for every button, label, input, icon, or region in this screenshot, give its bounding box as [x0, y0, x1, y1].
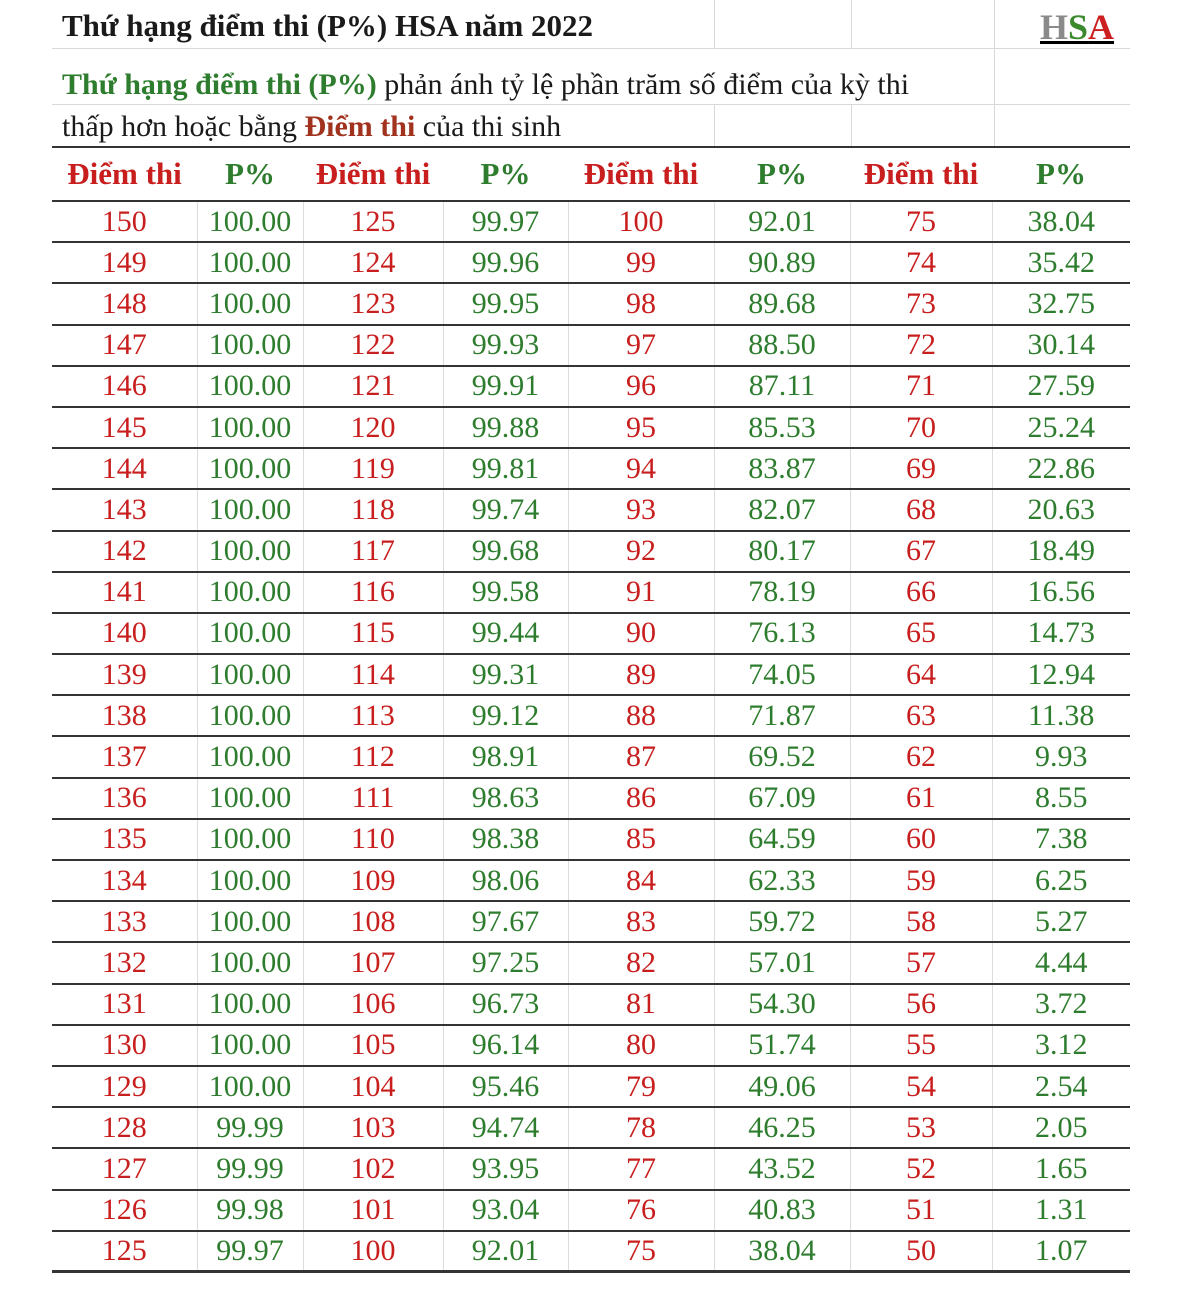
percentile-cell: 25.24: [992, 407, 1130, 448]
score-cell: 88: [568, 695, 714, 736]
score-cell: 122: [303, 325, 443, 366]
score-cell: 52: [850, 1148, 992, 1189]
percentile-cell: 92.01: [714, 201, 850, 242]
score-cell: 111: [303, 778, 443, 819]
column-header: Điểm thi: [568, 147, 714, 201]
percentile-cell: 69.52: [714, 736, 850, 777]
score-cell: 100: [303, 1231, 443, 1272]
percentile-cell: 32.75: [992, 283, 1130, 324]
score-cell: 98: [568, 283, 714, 324]
hsa-logo: [1040, 6, 1114, 48]
percentile-cell: 1.65: [992, 1148, 1130, 1189]
score-cell: 55: [850, 1025, 992, 1066]
table-row: [52, 407, 1130, 448]
percentile-cell: 100.00: [197, 325, 303, 366]
table-row: [52, 489, 1130, 530]
score-cell: 93: [568, 489, 714, 530]
score-cell: 101: [303, 1190, 443, 1231]
column-header: Điểm thi: [303, 147, 443, 201]
description-text: phản ánh tỷ lệ phần trăm số điểm của kỳ thi: [376, 68, 910, 101]
percentile-cell: 99.58: [443, 572, 568, 613]
score-cell: 70: [850, 407, 992, 448]
percentile-cell: 100.00: [197, 489, 303, 530]
score-cell: 62: [850, 736, 992, 777]
score-cell: 118: [303, 489, 443, 530]
percentile-cell: 100.00: [197, 407, 303, 448]
score-cell: 146: [52, 366, 197, 407]
percentile-table: [52, 146, 1130, 1273]
logo-letter: H: [1040, 7, 1069, 47]
score-cell: 97: [568, 325, 714, 366]
table-row: [52, 736, 1130, 777]
percentile-cell: 99.88: [443, 407, 568, 448]
description-term: Điểm thi: [304, 110, 416, 143]
score-cell: 95: [568, 407, 714, 448]
score-cell: 125: [52, 1231, 197, 1272]
percentile-cell: 14.73: [992, 613, 1130, 654]
score-cell: 69: [850, 448, 992, 489]
percentile-cell: 100.00: [197, 283, 303, 324]
score-cell: 109: [303, 860, 443, 901]
percentile-cell: 100.00: [197, 201, 303, 242]
table-row: [52, 860, 1130, 901]
percentile-cell: 99.99: [197, 1107, 303, 1148]
table-row: [52, 366, 1130, 407]
percentile-cell: 6.25: [992, 860, 1130, 901]
percentile-cell: 98.06: [443, 860, 568, 901]
percentile-cell: 100.00: [197, 778, 303, 819]
score-cell: 107: [303, 942, 443, 983]
percentile-cell: 100.00: [197, 572, 303, 613]
page-title: Thứ hạng điểm thi (P%) HSA năm 2022: [62, 8, 594, 43]
description-line-1: [62, 68, 1002, 102]
percentile-cell: 82.07: [714, 489, 850, 530]
score-cell: 104: [303, 1066, 443, 1107]
score-cell: 119: [303, 448, 443, 489]
percentile-cell: 100.00: [197, 531, 303, 572]
table-row: [52, 901, 1130, 942]
percentile-cell: 100.00: [197, 242, 303, 283]
score-cell: 127: [52, 1148, 197, 1189]
percentile-cell: 100.00: [197, 984, 303, 1025]
score-cell: 126: [52, 1190, 197, 1231]
score-cell: 85: [568, 819, 714, 860]
score-cell: 80: [568, 1025, 714, 1066]
score-cell: 141: [52, 572, 197, 613]
score-cell: 73: [850, 283, 992, 324]
score-cell: 150: [52, 201, 197, 242]
percentile-cell: 7.38: [992, 819, 1130, 860]
score-cell: 89: [568, 654, 714, 695]
percentile-cell: 46.25: [714, 1107, 850, 1148]
percentile-cell: 99.97: [443, 201, 568, 242]
score-cell: 147: [52, 325, 197, 366]
percentile-cell: 99.74: [443, 489, 568, 530]
score-cell: 65: [850, 613, 992, 654]
percentile-cell: 97.67: [443, 901, 568, 942]
percentile-cell: 100.00: [197, 860, 303, 901]
table-row: [52, 448, 1130, 489]
score-cell: 53: [850, 1107, 992, 1148]
score-cell: 51: [850, 1190, 992, 1231]
column-header: Điểm thi: [52, 147, 197, 201]
table-row: [52, 1025, 1130, 1066]
score-cell: 123: [303, 283, 443, 324]
score-cell: 83: [568, 901, 714, 942]
score-cell: 125: [303, 201, 443, 242]
percentile-cell: 99.95: [443, 283, 568, 324]
percentile-cell: 99.44: [443, 613, 568, 654]
percentile-cell: 54.30: [714, 984, 850, 1025]
score-cell: 129: [52, 1066, 197, 1107]
percentile-cell: 83.87: [714, 448, 850, 489]
score-cell: 102: [303, 1148, 443, 1189]
score-cell: 144: [52, 448, 197, 489]
percentile-cell: 93.04: [443, 1190, 568, 1231]
percentile-cell: 100.00: [197, 695, 303, 736]
score-cell: 121: [303, 366, 443, 407]
score-cell: 61: [850, 778, 992, 819]
score-cell: 68: [850, 489, 992, 530]
percentile-cell: 97.25: [443, 942, 568, 983]
score-cell: 57: [850, 942, 992, 983]
score-cell: 132: [52, 942, 197, 983]
description-term: Thứ hạng điểm thi (P%): [62, 68, 377, 101]
percentile-cell: 98.63: [443, 778, 568, 819]
score-cell: 139: [52, 654, 197, 695]
table-row: [52, 242, 1130, 283]
percentile-cell: 99.99: [197, 1148, 303, 1189]
percentile-cell: 100.00: [197, 736, 303, 777]
score-cell: 149: [52, 242, 197, 283]
percentile-cell: 100.00: [197, 1025, 303, 1066]
table-row: [52, 613, 1130, 654]
score-cell: 91: [568, 572, 714, 613]
percentile-cell: 99.81: [443, 448, 568, 489]
table-row: [52, 1231, 1130, 1272]
score-cell: 78: [568, 1107, 714, 1148]
percentile-cell: 100.00: [197, 448, 303, 489]
score-cell: 114: [303, 654, 443, 695]
percentile-cell: 8.55: [992, 778, 1130, 819]
percentile-cell: 88.50: [714, 325, 850, 366]
score-cell: 116: [303, 572, 443, 613]
percentile-cell: 27.59: [992, 366, 1130, 407]
percentile-cell: 1.31: [992, 1190, 1130, 1231]
percentile-cell: 87.11: [714, 366, 850, 407]
percentile-cell: 99.68: [443, 531, 568, 572]
score-cell: 131: [52, 984, 197, 1025]
score-cell: 59: [850, 860, 992, 901]
score-cell: 64: [850, 654, 992, 695]
table-body: [52, 201, 1130, 1272]
percentile-cell: 20.63: [992, 489, 1130, 530]
score-cell: 94: [568, 448, 714, 489]
score-cell: 54: [850, 1066, 992, 1107]
score-cell: 63: [850, 695, 992, 736]
score-cell: 76: [568, 1190, 714, 1231]
score-cell: 81: [568, 984, 714, 1025]
score-cell: 75: [568, 1231, 714, 1272]
percentile-cell: 100.00: [197, 366, 303, 407]
percentile-cell: 78.19: [714, 572, 850, 613]
percentile-cell: 99.93: [443, 325, 568, 366]
table-row: [52, 325, 1130, 366]
score-cell: 56: [850, 984, 992, 1025]
percentile-cell: 59.72: [714, 901, 850, 942]
description-text: thấp hơn hoặc bằng: [62, 110, 305, 143]
percentile-cell: 99.98: [197, 1190, 303, 1231]
score-cell: 60: [850, 819, 992, 860]
score-cell: 117: [303, 531, 443, 572]
score-cell: 110: [303, 819, 443, 860]
grid-line: [714, 0, 715, 48]
table-header-row: [52, 147, 1130, 201]
score-cell: 86: [568, 778, 714, 819]
score-cell: 71: [850, 366, 992, 407]
score-cell: 82: [568, 942, 714, 983]
percentile-cell: 100.00: [197, 1066, 303, 1107]
percentile-cell: 100.00: [197, 613, 303, 654]
score-cell: 148: [52, 283, 197, 324]
table-row: [52, 984, 1130, 1025]
grid-line: [851, 0, 852, 48]
score-cell: 115: [303, 613, 443, 654]
table-row: [52, 942, 1130, 983]
percentile-cell: 99.31: [443, 654, 568, 695]
score-cell: 128: [52, 1107, 197, 1148]
percentile-cell: 64.59: [714, 819, 850, 860]
percentile-cell: 98.38: [443, 819, 568, 860]
score-cell: 105: [303, 1025, 443, 1066]
percentile-cell: 67.09: [714, 778, 850, 819]
percentile-cell: 89.68: [714, 283, 850, 324]
percentile-cell: 30.14: [992, 325, 1130, 366]
percentile-cell: 3.12: [992, 1025, 1130, 1066]
percentile-cell: 2.05: [992, 1107, 1130, 1148]
percentile-cell: 93.95: [443, 1148, 568, 1189]
percentile-cell: 9.93: [992, 736, 1130, 777]
percentile-cell: 96.73: [443, 984, 568, 1025]
column-header: P%: [992, 147, 1130, 201]
score-cell: 112: [303, 736, 443, 777]
percentile-cell: 96.14: [443, 1025, 568, 1066]
percentile-table-container: [52, 146, 1130, 1273]
percentile-cell: 95.46: [443, 1066, 568, 1107]
score-cell: 77: [568, 1148, 714, 1189]
score-cell: 99: [568, 242, 714, 283]
percentile-cell: 35.42: [992, 242, 1130, 283]
percentile-cell: 43.52: [714, 1148, 850, 1189]
column-header: Điểm thi: [850, 147, 992, 201]
percentile-cell: 2.54: [992, 1066, 1130, 1107]
score-cell: 143: [52, 489, 197, 530]
score-cell: 113: [303, 695, 443, 736]
percentile-cell: 100.00: [197, 819, 303, 860]
logo-letter: A: [1088, 7, 1115, 47]
column-header: P%: [197, 147, 303, 201]
table-row: [52, 1066, 1130, 1107]
table-row: [52, 283, 1130, 324]
table-row: [52, 1107, 1130, 1148]
percentile-cell: 11.38: [992, 695, 1130, 736]
table-row: [52, 654, 1130, 695]
score-cell: 108: [303, 901, 443, 942]
percentile-cell: 62.33: [714, 860, 850, 901]
logo-letter: S: [1068, 7, 1089, 47]
score-cell: 106: [303, 984, 443, 1025]
score-cell: 66: [850, 572, 992, 613]
percentile-cell: 99.96: [443, 242, 568, 283]
score-cell: 135: [52, 819, 197, 860]
percentile-cell: 18.49: [992, 531, 1130, 572]
score-cell: 130: [52, 1025, 197, 1066]
score-cell: 87: [568, 736, 714, 777]
percentile-cell: 100.00: [197, 654, 303, 695]
percentile-cell: 76.13: [714, 613, 850, 654]
percentile-cell: 40.83: [714, 1190, 850, 1231]
score-cell: 100: [568, 201, 714, 242]
score-cell: 67: [850, 531, 992, 572]
percentile-cell: 80.17: [714, 531, 850, 572]
score-cell: 133: [52, 901, 197, 942]
percentile-cell: 99.12: [443, 695, 568, 736]
score-cell: 75: [850, 201, 992, 242]
score-cell: 124: [303, 242, 443, 283]
score-cell: 140: [52, 613, 197, 654]
score-cell: 74: [850, 242, 992, 283]
percentile-cell: 51.74: [714, 1025, 850, 1066]
percentile-cell: 71.87: [714, 695, 850, 736]
percentile-cell: 57.01: [714, 942, 850, 983]
percentile-cell: 22.86: [992, 448, 1130, 489]
table-row: [52, 695, 1130, 736]
score-cell: 142: [52, 531, 197, 572]
percentile-cell: 1.07: [992, 1231, 1130, 1272]
percentile-cell: 98.91: [443, 736, 568, 777]
column-header: P%: [714, 147, 850, 201]
score-cell: 103: [303, 1107, 443, 1148]
percentile-cell: 4.44: [992, 942, 1130, 983]
score-cell: 137: [52, 736, 197, 777]
table-row: [52, 1148, 1130, 1189]
percentile-cell: 100.00: [197, 901, 303, 942]
percentile-cell: 92.01: [443, 1231, 568, 1272]
table-row: [52, 572, 1130, 613]
score-cell: 138: [52, 695, 197, 736]
percentile-cell: 38.04: [714, 1231, 850, 1272]
percentile-cell: 16.56: [992, 572, 1130, 613]
percentile-cell: 99.97: [197, 1231, 303, 1272]
score-cell: 58: [850, 901, 992, 942]
percentile-cell: 12.94: [992, 654, 1130, 695]
score-cell: 134: [52, 860, 197, 901]
description-line-2: [62, 110, 1002, 144]
grid-line: [52, 104, 1130, 105]
score-cell: 79: [568, 1066, 714, 1107]
percentile-cell: 94.74: [443, 1107, 568, 1148]
score-cell: 84: [568, 860, 714, 901]
percentile-cell: 5.27: [992, 901, 1130, 942]
percentile-cell: 74.05: [714, 654, 850, 695]
percentile-cell: 49.06: [714, 1066, 850, 1107]
table-row: [52, 201, 1130, 242]
score-cell: 136: [52, 778, 197, 819]
grid-line: [52, 48, 1130, 49]
table-row: [52, 1190, 1130, 1231]
score-cell: 120: [303, 407, 443, 448]
table-row: [52, 819, 1130, 860]
table-row: [52, 778, 1130, 819]
column-header: P%: [443, 147, 568, 201]
table-row: [52, 531, 1130, 572]
score-cell: 145: [52, 407, 197, 448]
percentile-cell: 38.04: [992, 201, 1130, 242]
percentile-cell: 85.53: [714, 407, 850, 448]
percentile-cell: 90.89: [714, 242, 850, 283]
score-cell: 92: [568, 531, 714, 572]
score-cell: 72: [850, 325, 992, 366]
score-cell: 50: [850, 1231, 992, 1272]
percentile-cell: 3.72: [992, 984, 1130, 1025]
description-text: của thi sinh: [415, 110, 562, 143]
percentile-cell: 100.00: [197, 942, 303, 983]
percentile-cell: 99.91: [443, 366, 568, 407]
score-cell: 96: [568, 366, 714, 407]
score-cell: 90: [568, 613, 714, 654]
